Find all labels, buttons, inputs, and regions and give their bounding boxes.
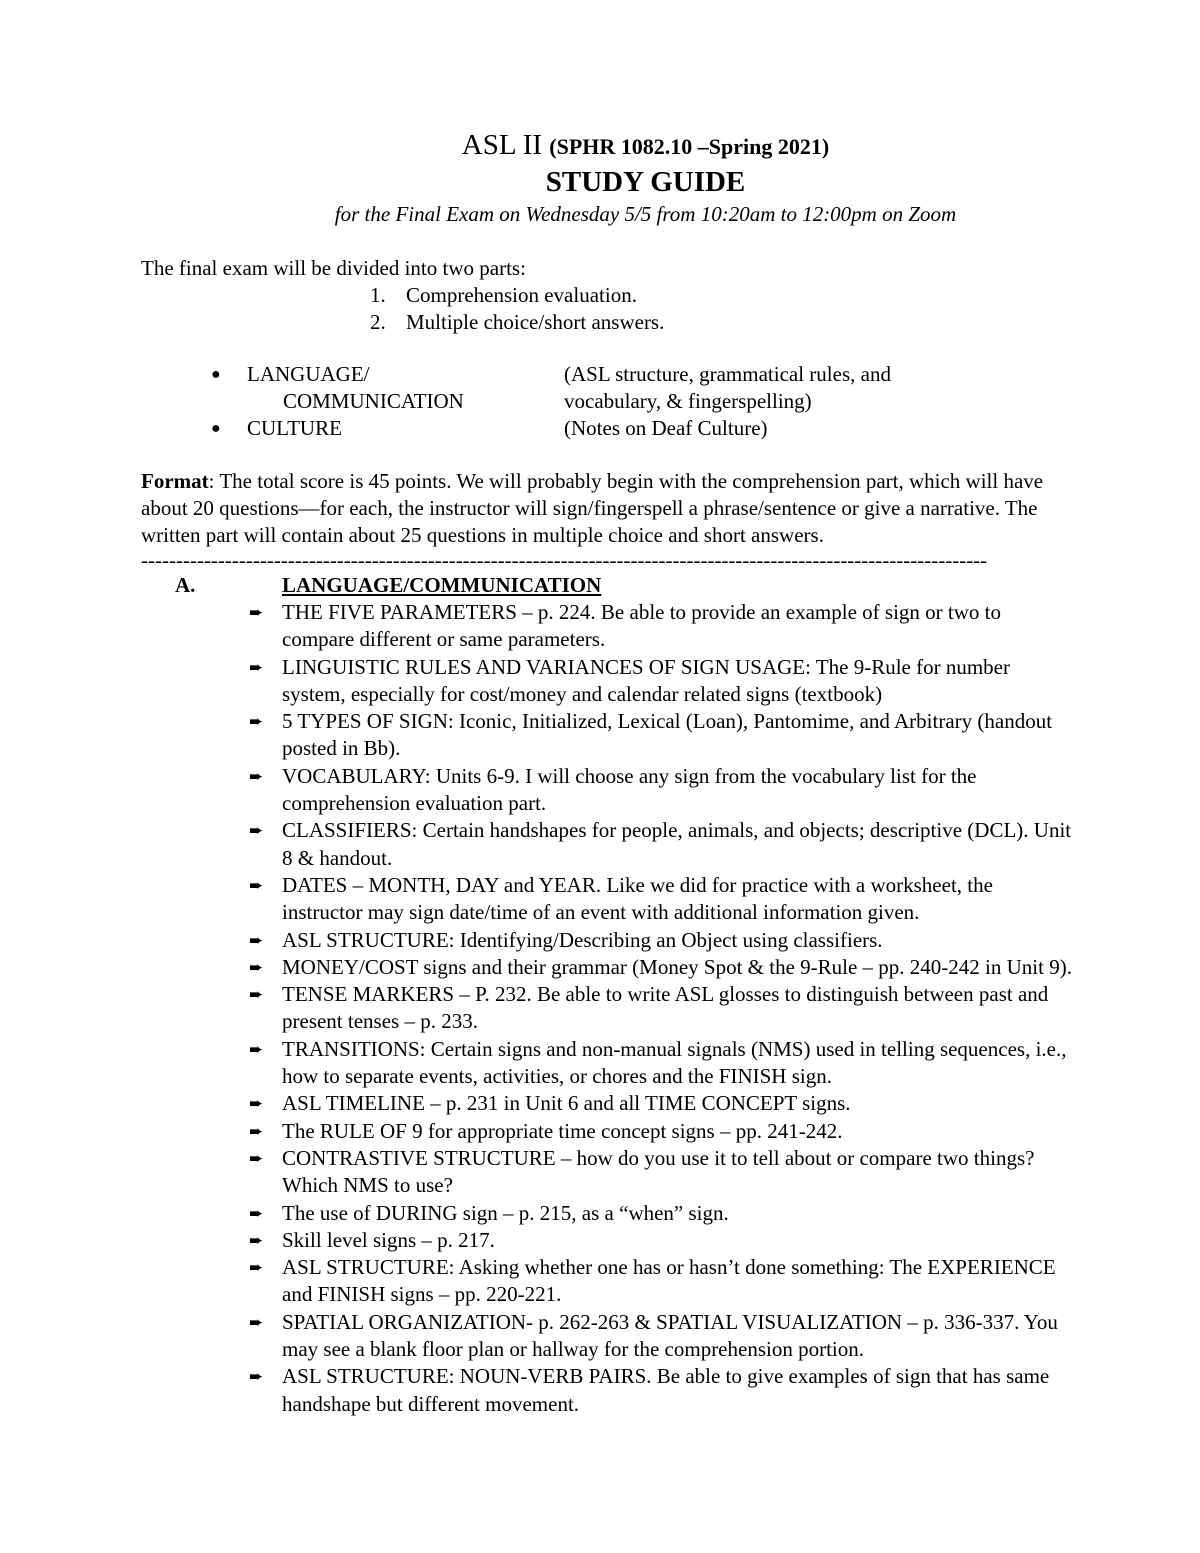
list-item bbox=[249, 927, 1090, 954]
list-item-text: ASL TIMELINE – p. 231 in Unit 6 and all TIME CONCEPT signs. bbox=[282, 1091, 851, 1116]
arrow-bullet-icon: ➨ bbox=[249, 821, 264, 841]
list-item bbox=[249, 1227, 1090, 1254]
bullet-icon: ● bbox=[211, 366, 221, 383]
arrow-bullet-icon: ➨ bbox=[249, 766, 264, 786]
list-number: 1. bbox=[370, 283, 386, 307]
list-item bbox=[249, 872, 1090, 927]
topic-name-line1: CULTURE bbox=[247, 416, 342, 440]
arrow-bullet-icon: ➨ bbox=[249, 657, 264, 677]
arrow-bullet-icon: ➨ bbox=[249, 985, 264, 1005]
exam-parts-list bbox=[141, 282, 1090, 336]
list-item-text: LINGUISTIC RULES AND VARIANCES OF SIGN USAGE: The 9-Rule for number system, especially for cost/money and calendar related signs (textbook) bbox=[282, 654, 1010, 706]
arrow-bullet-icon: ➨ bbox=[249, 1312, 264, 1332]
list-item bbox=[249, 954, 1090, 981]
list-item bbox=[249, 1036, 1090, 1091]
topic-row bbox=[211, 361, 1090, 415]
list-item bbox=[370, 309, 1090, 336]
list-item-text: THE FIVE PARAMETERS – p. 224. Be able to provide an example of sign or two to compare different or same parameters. bbox=[282, 600, 1001, 652]
list-item bbox=[249, 708, 1090, 763]
list-item-text: TRANSITIONS: Certain signs and non-manual signals (NMS) used in telling sequences, i.e., how to separate events, activities, or chores and the FINISH sign. bbox=[282, 1036, 1067, 1089]
section-title: LANGUAGE/COMMUNICATION bbox=[282, 573, 602, 597]
arrow-bullet-icon: ➨ bbox=[249, 1039, 264, 1059]
list-item-text: 5 TYPES OF SIGN: Iconic, Initialized, Lexical (Loan), Pantomime, and Arbitrary (handout posted in Bb). bbox=[282, 709, 1053, 761]
list-item-text: SPATIAL ORGANIZATION- p. 262-263 & SPATIAL VISUALIZATION – p. 336-337. You may see a blank floor plan or hallway for the comprehension portion. bbox=[282, 1309, 1058, 1362]
list-item-text: VOCABULARY: Units 6-9. I will choose any sign from the vocabulary list for the comprehension evaluation part. bbox=[282, 763, 977, 816]
topic-name-line2: COMMUNICATION bbox=[283, 389, 464, 413]
list-item bbox=[249, 763, 1090, 818]
list-item-text: CLASSIFIERS: Certain handshapes for people, animals, and objects; descriptive (DCL). Unit 8 & handout. bbox=[282, 818, 1072, 870]
list-item bbox=[249, 1145, 1090, 1200]
list-item bbox=[249, 817, 1090, 872]
section-heading bbox=[175, 571, 1090, 599]
list-item bbox=[249, 599, 1090, 654]
arrow-bullet-icon: ➨ bbox=[249, 875, 264, 895]
arrow-bullet-icon: ➨ bbox=[249, 1258, 264, 1278]
course-main: ASL II bbox=[461, 129, 543, 161]
list-item bbox=[370, 282, 1090, 309]
list-number: 2. bbox=[370, 310, 386, 334]
list-item-text: The use of DURING sign – p. 215, as a “when” sign. bbox=[282, 1200, 729, 1225]
topic-name bbox=[247, 361, 564, 415]
list-item-text: ASL STRUCTURE: NOUN-VERB PAIRS. Be able to give examples of sign that has same handshape but different movement. bbox=[282, 1364, 1050, 1416]
arrow-bullet-icon: ➨ bbox=[249, 1121, 264, 1141]
arrow-bullet-icon: ➨ bbox=[249, 1203, 264, 1223]
arrow-bullet-icon: ➨ bbox=[249, 1367, 264, 1387]
list-item bbox=[249, 654, 1090, 709]
topic-name-line1: LANGUAGE/ bbox=[247, 362, 370, 386]
divider-line: ------------------------------------------------------------------------------------------------------------------------- bbox=[141, 549, 988, 571]
list-item bbox=[249, 1118, 1090, 1145]
list-item bbox=[249, 981, 1090, 1036]
arrow-bullet-icon: ➨ bbox=[249, 1148, 264, 1168]
list-item-text: ASL STRUCTURE: Asking whether one has or hasn’t done something: The EXPERIENCE and FINISH signs – pp. 220-221. bbox=[282, 1255, 1056, 1307]
list-text: Comprehension evaluation. bbox=[406, 283, 637, 307]
section-label: A. bbox=[175, 573, 196, 597]
list-item-text: DATES – MONTH, DAY and YEAR. Like we did for practice with a worksheet, the instructor may sign date/time of an event with additional information given. bbox=[282, 872, 993, 925]
topic-description: (ASL structure, grammatical rules, and vocabulary, & fingerspelling) bbox=[564, 362, 891, 413]
list-item bbox=[249, 1090, 1090, 1117]
topic-row bbox=[211, 415, 1090, 442]
arrow-bullet-icon: ➨ bbox=[249, 1230, 264, 1250]
list-text: Multiple choice/short answers. bbox=[406, 310, 665, 334]
arrow-bullet-icon: ➨ bbox=[249, 603, 264, 622]
arrow-bullet-icon: ➨ bbox=[249, 712, 264, 732]
course-code: (SPHR 1082.10 –Spring 2021) bbox=[549, 134, 830, 159]
list-item bbox=[249, 1254, 1090, 1309]
intro-line: The final exam will be divided into two parts: bbox=[141, 256, 526, 280]
bullet-icon: ● bbox=[211, 420, 221, 437]
format-text: : The total score is 45 points. We will probably begin with the comprehension part, which will have about 20 questions—for each, the instructor will sign/fingerspell a phrase/sentence or give a narrative. The written part will contain about 25 questions in multiple choice and short answers. bbox=[141, 469, 1044, 547]
arrow-bullet-icon: ➨ bbox=[249, 957, 264, 977]
arrow-bullet-icon: ➨ bbox=[249, 1094, 264, 1114]
page-title: STUDY GUIDE bbox=[545, 166, 746, 198]
topic-name bbox=[247, 415, 564, 442]
format-paragraph bbox=[141, 468, 1090, 549]
list-item bbox=[249, 1309, 1090, 1364]
list-item bbox=[249, 1363, 1090, 1418]
topic-description: (Notes on Deaf Culture) bbox=[564, 416, 768, 440]
list-item-text: TENSE MARKERS – P. 232. Be able to write ASL glosses to distinguish between past and present tenses – p. 233. bbox=[282, 982, 1049, 1034]
list-item-text: The RULE OF 9 for appropriate time concept signs – pp. 241-242. bbox=[282, 1118, 843, 1143]
list-item-text: CONTRASTIVE STRUCTURE – how do you use it to tell about or compare two things? Which NMS to use? bbox=[282, 1145, 1035, 1198]
format-label: Format bbox=[141, 469, 209, 493]
course-heading bbox=[201, 128, 1090, 164]
topics-list bbox=[211, 361, 1090, 442]
arrow-bullet-icon: ➨ bbox=[249, 930, 264, 950]
list-item-text: ASL STRUCTURE: Identifying/Describing an Object using classifiers. bbox=[282, 927, 883, 952]
list-item bbox=[249, 1200, 1090, 1227]
page-subtitle: for the Final Exam on Wednesday 5/5 from 10:20am to 12:00pm on Zoom bbox=[334, 202, 957, 226]
list-item-text: Skill level signs – p. 217. bbox=[282, 1227, 495, 1252]
section-items-list bbox=[141, 599, 1090, 1418]
list-item-text: MONEY/COST signs and their grammar (Money Spot & the 9-Rule – pp. 240-242 in Unit 9). bbox=[282, 954, 1072, 979]
